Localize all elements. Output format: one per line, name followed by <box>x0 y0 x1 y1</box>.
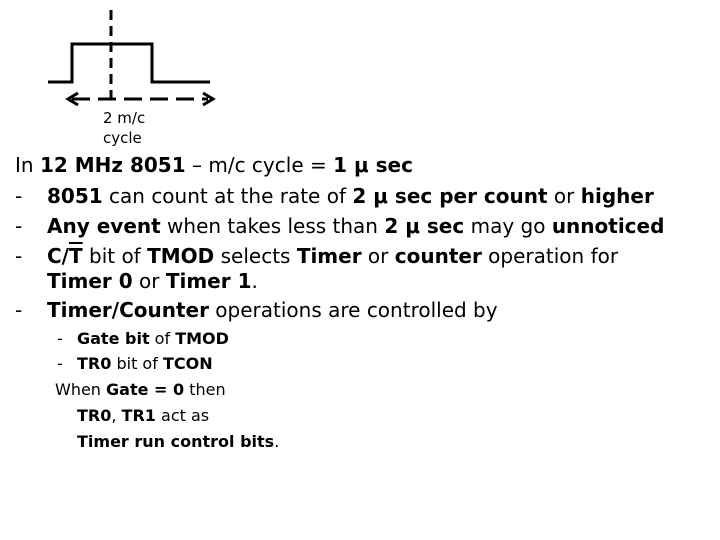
bullet-event <box>15 213 664 239</box>
when-text: Gate = 0 <box>106 380 185 399</box>
run-text: . <box>274 432 280 451</box>
bullet-ct-bit <box>15 243 618 269</box>
sub-bullet-text: bit of <box>111 354 163 373</box>
sub-bullet-text: TR0 <box>77 354 112 373</box>
sub-bullet-text: of <box>149 329 176 348</box>
caption-line-1: 2 m/c <box>103 109 146 127</box>
bullet-text: counter <box>394 244 482 268</box>
sub-bullet-dash: - <box>57 329 63 348</box>
when-gate-line <box>55 379 226 400</box>
bullet-dash: - <box>15 214 23 238</box>
run-control-line <box>77 431 279 452</box>
caption-line-2: cycle <box>103 129 142 147</box>
sub-bullet-gate <box>57 328 229 349</box>
bullet-text: or <box>132 269 166 293</box>
tr-text: TR1 <box>121 406 156 425</box>
tr-act-as-line <box>77 405 209 426</box>
intro-line <box>15 152 413 178</box>
sub-bullet-text: TCON <box>162 354 213 373</box>
sub-bullet-dash: - <box>57 354 63 373</box>
tr-text: act as <box>155 406 210 425</box>
bullet-text: C/ <box>47 244 69 268</box>
bullet-text: higher <box>580 184 654 208</box>
bullet-text: Timer <box>296 244 362 268</box>
bullet-text: TMOD <box>147 244 215 268</box>
bullet-text: when takes less than <box>160 214 385 238</box>
bullet-dash: - <box>15 184 23 208</box>
sub-bullet-tr0 <box>57 353 213 374</box>
bullet-dash: - <box>15 244 23 268</box>
bullet-text: . <box>251 269 258 293</box>
bullet-text: operation for <box>481 244 619 268</box>
pulse-waveform <box>48 44 210 82</box>
bullet-text: Any event <box>47 214 161 238</box>
bullet-text: or <box>547 184 581 208</box>
intro-text-2: 12 MHz 8051 <box>39 153 186 177</box>
sub-bullet-text: Gate bit <box>77 329 150 348</box>
intro-text-4: 1 μ sec <box>333 153 413 177</box>
when-text: When <box>55 380 107 399</box>
bullet-text: operations are controlled by <box>208 298 498 322</box>
bullet-controlled-by <box>15 297 498 323</box>
when-text: then <box>184 380 226 399</box>
intro-text-3: – m/c cycle = <box>185 153 334 177</box>
bullet-count-rate <box>15 183 654 209</box>
bullet-text: selects <box>214 244 297 268</box>
bullet-text: may go <box>464 214 552 238</box>
bullet-ct-bit-continuation <box>47 268 258 294</box>
bullet-text: Timer/Counter <box>47 298 209 322</box>
bullet-text: unnoticed <box>551 214 665 238</box>
sub-bullet-text: TMOD <box>175 329 229 348</box>
run-text: Timer run control bits <box>77 432 275 451</box>
intro-text-1: In <box>15 153 40 177</box>
tr-text: , <box>111 406 122 425</box>
tr-text: TR0 <box>77 406 112 425</box>
bullet-text: 2 μ sec per count <box>352 184 548 208</box>
bullet-text: or <box>361 244 395 268</box>
bullet-text: 2 μ sec <box>384 214 465 238</box>
bullet-text: 8051 <box>47 184 103 208</box>
bullet-text: bit of <box>82 244 148 268</box>
bullet-text: Timer 0 <box>47 269 133 293</box>
t-bar-text: $\overline{T}$ <box>68 244 83 268</box>
cycle-caption <box>103 108 145 148</box>
bullet-text: can count at the rate of <box>102 184 353 208</box>
bullet-dash: - <box>15 298 23 322</box>
bullet-text: Timer 1 <box>165 269 252 293</box>
